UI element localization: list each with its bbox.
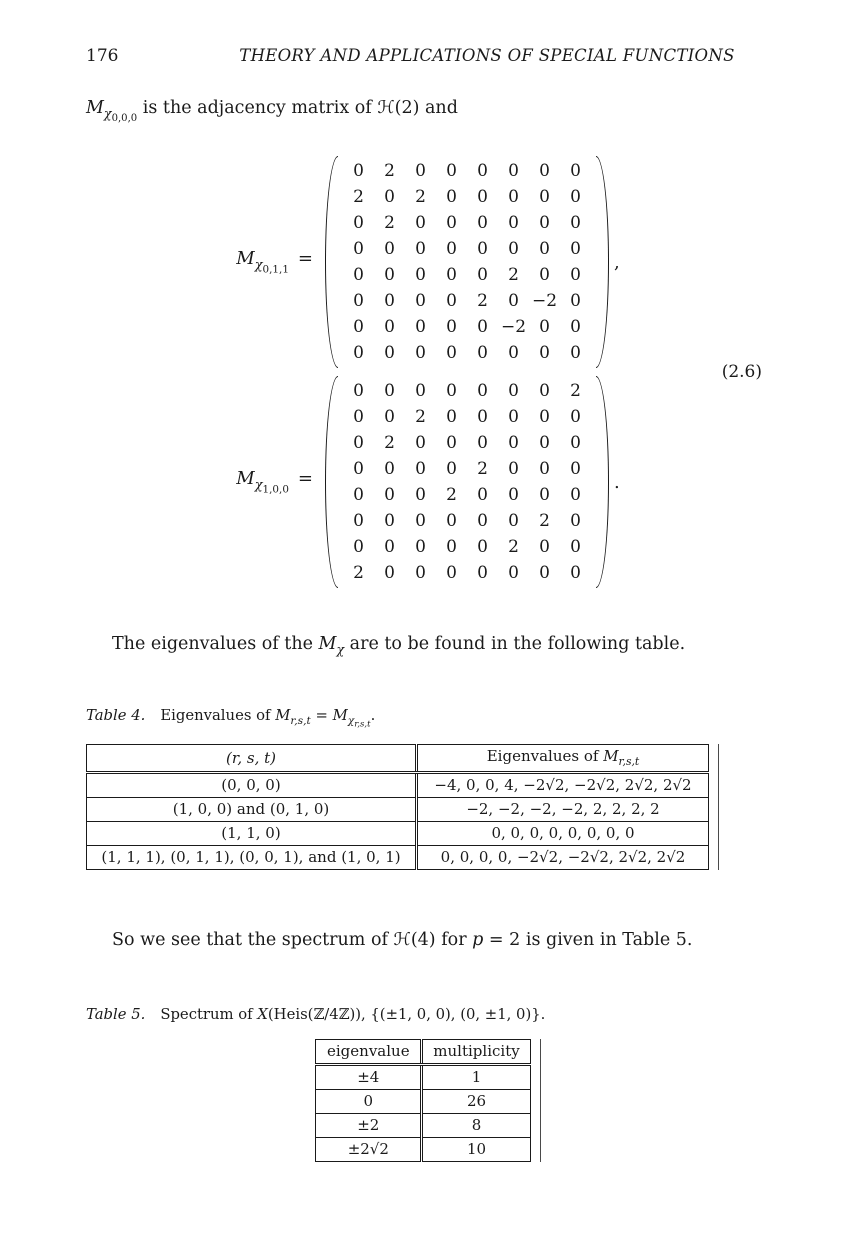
text-run: Eigenvalues of [160,706,276,724]
matrix-cell: 0 [477,381,488,401]
matrix-cell: 0 [415,317,426,337]
table-row [316,1089,530,1113]
matrix-cell: 0 [477,511,488,531]
matrix-cell: 0 [477,343,488,363]
table5-header-multiplicity: multiplicity [422,1039,530,1064]
matrix-cell: 0 [477,563,488,583]
matrix-cell: 0 [415,265,426,285]
matrix-cell: 0 [508,187,519,207]
matrix-cell: 0 [415,213,426,233]
page-number: 176 [86,46,119,66]
table-cell: ±4 [316,1064,422,1089]
matrix2-label [236,468,313,495]
matrix-cell: 0 [353,213,364,233]
matrix-2-grid [338,376,596,588]
table-row [316,1137,530,1161]
matrix-cell: 0 [384,537,395,557]
matrix-cell: 0 [477,187,488,207]
matrix-cell: 0 [539,407,550,427]
matrix-2 [325,376,609,588]
running-head [86,46,770,70]
matrix-cell: 0 [353,381,364,401]
math-var-chi: χ [254,478,263,494]
math-script-H: ℋ(4) [393,929,436,950]
text-run: So we see that the spectrum of [112,929,394,950]
matrix-cell: 0 [508,291,519,311]
header-text: (r, s, t) [225,748,277,767]
table5-caption [86,1006,770,1023]
equation-block [86,156,770,588]
matrix-cell: 0 [384,291,395,311]
left-paren-icon [325,376,338,588]
matrix-cell: −2 [531,291,558,311]
intro-line [86,98,770,124]
matrix-cell: 0 [508,433,519,453]
matrix-cell: 0 [477,433,488,453]
math-var-chi: χ [103,105,112,121]
matrix-cell: 0 [384,511,395,531]
table4-body [87,772,709,869]
matrix-cell: 0 [508,459,519,479]
subscript-indices: 1,0,0 [262,483,289,496]
matrix-cell: 0 [508,239,519,259]
matrix-cell: 0 [539,485,550,505]
matrix-cell: 0 [570,317,581,337]
math-var-chi: χ [254,258,263,274]
matrix-cell: 0 [477,213,488,233]
matrix-cell: 0 [415,433,426,453]
matrix-cell: 0 [446,317,457,337]
matrix-cell: 0 [539,459,550,479]
matrix-cell: 0 [384,407,395,427]
matrix-cell: 0 [539,239,550,259]
trailing-comma: , [614,251,620,273]
table5 [315,1039,530,1162]
matrix-cell: 0 [446,187,457,207]
matrix-cell: 0 [446,407,457,427]
math-var-X: X [257,1005,268,1023]
matrix-cell: 0 [353,485,364,505]
matrix-cell: 0 [446,459,457,479]
matrix-cell: 0 [415,485,426,505]
math-var-p: p [472,929,484,950]
subscript-chi [103,105,138,124]
matrix-cell: 0 [384,343,395,363]
matrix-cell: 0 [508,213,519,233]
subscript-indices: r,s,t [618,755,640,769]
matrix-cell: 2 [384,213,395,233]
table4-container [86,744,770,870]
matrix-cell: 0 [539,433,550,453]
matrix-cell: 0 [570,213,581,233]
matrix-cell: 0 [384,459,395,479]
matrix-cell: 0 [477,407,488,427]
table-cell: 26 [422,1089,530,1113]
matrix-cell: 0 [446,213,457,233]
text-run: are to be found in the following table. [344,634,686,654]
matrix-cell: 0 [570,161,581,181]
table-cell: −4, 0, 0, 4, −2√2, −2√2, 2√2, 2√2 [417,772,709,797]
text-run: (Heis(ℤ/4ℤ)), {(±1, 0, 0), (0, ±1, 0)}. [267,1005,546,1023]
matrix-cell: 2 [353,563,364,583]
matrix-cell: 0 [446,381,457,401]
matrix-cell: 0 [384,485,395,505]
matrix-cell: 0 [446,265,457,285]
matrix-cell: 0 [353,407,364,427]
matrix-cell: 0 [415,381,426,401]
intro-text: is the adjacency matrix of ℋ(2) and [137,98,458,118]
math-var-M: M [236,248,255,270]
equation-line-1 [86,156,770,368]
matrix-cell: 0 [353,239,364,259]
matrix-cell: −2 [500,317,527,337]
table-edge-mark [540,1039,541,1162]
matrix-cell: 0 [508,563,519,583]
table4-head [87,744,709,772]
matrix-cell: 0 [353,317,364,337]
equation-number: (2.6) [721,362,762,382]
table4-caption [86,707,770,730]
matrix-cell: 2 [353,187,364,207]
math-var-M: M [236,468,255,490]
table-row [316,1113,530,1137]
matrix-cell: 0 [570,537,581,557]
left-paren-icon [325,156,338,368]
table4-header-rst [87,744,417,772]
matrix-cell: 0 [353,343,364,363]
table5-body [316,1064,530,1161]
text-run: . [370,706,376,724]
header-text: Eigenvalues of [486,747,604,766]
right-paren-icon [596,376,609,588]
matrix-cell: 0 [384,239,395,259]
matrix-cell: 0 [446,161,457,181]
matrix-cell: 0 [477,537,488,557]
table-edge-mark [718,744,719,870]
equals-sign: = [297,248,313,270]
table4 [86,744,709,870]
table-cell: 0 [316,1089,422,1113]
matrix-cell: 0 [570,407,581,427]
table5-header-eigenvalue: eigenvalue [316,1039,422,1064]
text-run: for [435,929,473,950]
matrix-cell: 0 [353,537,364,557]
matrix-cell: 2 [508,265,519,285]
matrix-cell: 0 [384,265,395,285]
text-run: The eigenvalues of the [112,634,319,654]
matrix-cell: 0 [415,511,426,531]
table-row [87,821,709,845]
matrix-cell: 2 [570,381,581,401]
matrix-cell: 0 [415,563,426,583]
matrix-cell: 0 [353,511,364,531]
math-var-chi: χ [347,713,355,727]
matrix-cell: 0 [415,343,426,363]
matrix-cell: 0 [508,343,519,363]
subscript-chi [254,258,289,276]
matrix-cell: 0 [384,317,395,337]
matrix-cell: 2 [477,291,488,311]
table-header-row [316,1039,530,1064]
table4-caption-label: Table 4. [86,706,146,724]
matrix-cell: 0 [570,511,581,531]
table-cell: 1 [422,1064,530,1089]
matrix-cell: 2 [539,511,550,531]
math-var-M: M [318,634,337,654]
matrix-cell: 0 [384,563,395,583]
equation-line-2 [86,376,770,588]
matrix-cell: 0 [384,381,395,401]
matrix-cell: 0 [539,537,550,557]
math-var-M: M [86,98,104,118]
table-cell: ±2√2 [316,1137,422,1161]
table-cell: 10 [422,1137,530,1161]
matrix-cell: 0 [415,459,426,479]
matrix-cell: 0 [539,343,550,363]
subscript-chi: χ [336,641,345,657]
table-cell: 8 [422,1113,530,1137]
matrix-cell: 0 [570,485,581,505]
paragraph-eigenvalues [86,634,770,657]
matrix-cell: 0 [384,187,395,207]
matrix-cell: 0 [570,239,581,259]
matrix-cell: 2 [508,537,519,557]
table5-caption-label: Table 5. [86,1005,146,1023]
subscript-chi [347,713,371,730]
text-run: = 2 is given in Table 5. [483,929,693,950]
math-var-M: M [603,747,619,766]
matrix-cell: 0 [477,317,488,337]
matrix-cell: 0 [353,265,364,285]
subscript-indices: 0,1,1 [262,263,289,276]
table-cell: (1, 1, 0) [87,821,417,845]
matrix-cell: 0 [446,537,457,557]
table-cell: (0, 0, 0) [87,772,417,797]
matrix-cell: 0 [477,239,488,259]
table-cell: 0, 0, 0, 0, 0, 0, 0, 0 [417,821,709,845]
matrix-cell: 0 [353,433,364,453]
table-cell: ±2 [316,1113,422,1137]
math-var-M: M [332,706,348,724]
table-row [87,845,709,869]
table-cell: −2, −2, −2, −2, 2, 2, 2, 2 [417,797,709,821]
table4-header-eigenvalues [417,744,709,772]
matrix-cell: 0 [353,459,364,479]
matrix-cell: 0 [477,265,488,285]
matrix-cell: 0 [539,265,550,285]
table5-head [316,1039,530,1064]
matrix-cell: 0 [508,485,519,505]
matrix-cell: 0 [539,187,550,207]
matrix-cell: 0 [539,213,550,233]
matrix-cell: 0 [508,381,519,401]
matrix-cell: 0 [446,511,457,531]
matrix-cell: 0 [446,291,457,311]
matrix-cell: 0 [570,343,581,363]
matrix-cell: 2 [415,407,426,427]
matrix-cell: 0 [539,563,550,583]
paragraph-spectrum [86,930,770,950]
matrix-cell: 0 [353,161,364,181]
matrix-cell: 0 [446,239,457,259]
matrix-cell: 0 [415,161,426,181]
matrix-cell: 2 [446,485,457,505]
table-cell: 0, 0, 0, 0, −2√2, −2√2, 2√2, 2√2 [417,845,709,869]
matrix-cell: 2 [384,433,395,453]
matrix-cell: 0 [570,291,581,311]
table-row [87,772,709,797]
table-cell: (1, 1, 1), (0, 1, 1), (0, 0, 1), and (1, 0, 1) [87,845,417,869]
matrix-cell: 0 [570,459,581,479]
table-cell: (1, 0, 0) and (0, 1, 0) [87,797,417,821]
text-run: Spectrum of [160,1005,258,1023]
table-header-row [87,744,709,772]
table-row [316,1064,530,1089]
table-row [87,797,709,821]
matrix-cell: 0 [353,291,364,311]
matrix-cell: 0 [415,291,426,311]
subscript-chi [254,478,289,496]
matrix-cell: 0 [477,485,488,505]
right-paren-icon [596,156,609,368]
matrix-cell: 0 [539,381,550,401]
matrix-cell: 0 [508,511,519,531]
subscript-indices: r,s,t [354,719,371,730]
matrix-1-grid [338,156,596,368]
matrix-cell: 0 [446,433,457,453]
matrix-cell: 0 [446,343,457,363]
math-var-M: M [275,706,291,724]
subscript-indices: r,s,t [290,713,311,727]
equals-sign: = [310,706,333,724]
matrix-cell: 0 [415,239,426,259]
matrix-cell: 2 [477,459,488,479]
matrix-cell: 0 [570,563,581,583]
matrix-cell: 0 [570,187,581,207]
matrix-cell: 0 [539,161,550,181]
matrix-cell: 0 [570,265,581,285]
trailing-period: . [614,471,620,493]
running-title: THEORY AND APPLICATIONS OF SPECIAL FUNCTIONS [239,46,735,65]
matrix-cell: 0 [446,563,457,583]
matrix-cell: 0 [539,317,550,337]
subscript-indices: 0,0,0 [111,113,138,124]
matrix-cell: 0 [415,537,426,557]
matrix-cell: 0 [570,433,581,453]
matrix-cell: 0 [477,161,488,181]
matrix-cell: 2 [384,161,395,181]
matrix-1 [325,156,609,368]
matrix1-label [236,248,313,275]
matrix-cell: 0 [508,161,519,181]
equals-sign: = [297,468,313,490]
table5-container [86,1039,770,1162]
matrix-cell: 2 [415,187,426,207]
matrix-cell: 0 [508,407,519,427]
